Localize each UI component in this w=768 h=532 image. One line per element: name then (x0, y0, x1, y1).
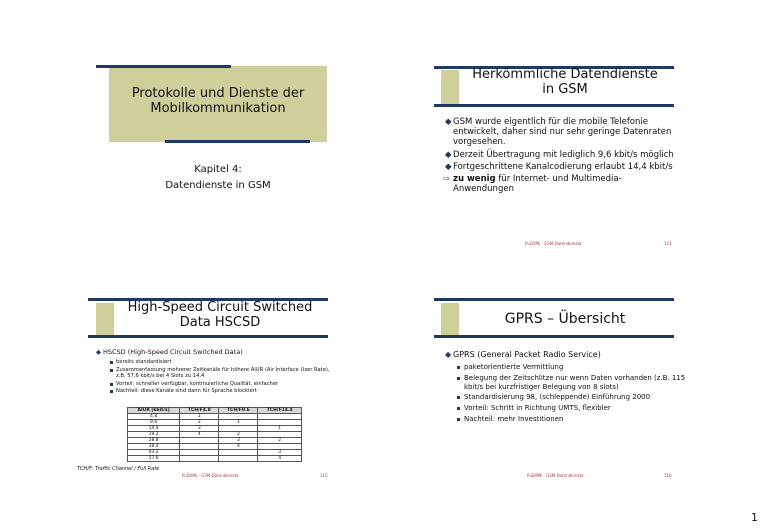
hscsd-table (127, 407, 302, 462)
square-bullet-icon (457, 377, 460, 380)
title-line-2: Mobilkommunikation (150, 100, 286, 116)
table-header: TCH/F9.6 (219, 408, 258, 414)
diamond-bullet-icon: ◆ (445, 161, 452, 172)
bullet-list (445, 350, 685, 360)
title-line-2: in GSM (542, 81, 588, 97)
bullet-list (96, 349, 336, 358)
title-line-1: Protokolle und Dienste der (131, 86, 305, 101)
table-cell: 4 (219, 444, 258, 450)
list-item: Zusammenfassung mehrerer Zeitkanäle für höhere AIUR (Air Interface User Rate), z.B. 57,6 kbit/s bei 4 Slots zu 14,4 (110, 367, 335, 380)
list-item: ◆ GSM wurde eigentlich für die mobile Telefonie entwickelt, daher sind nur sehr geringe Datenraten vorgesehen. (445, 117, 672, 148)
table-cell: 14.4 (128, 426, 180, 432)
title-line-1: High-Speed Circuit Switched (127, 300, 313, 315)
square-bullet-icon (457, 407, 460, 410)
table-cell: 19.2 (128, 432, 180, 438)
slide-2-title (465, 68, 665, 98)
slide-footer: PuDiMK - GSM-Datendienste (525, 241, 582, 246)
list-item: ◆ Fortgeschrittene Kanalcodierung erlaubt 14,4 kbit/s (445, 161, 673, 172)
title-bottom-bar (434, 104, 674, 107)
title-top-bar (434, 298, 674, 301)
subtitle-line-2: Datendienste in GSM (165, 180, 271, 191)
bullet-list (445, 117, 675, 194)
title-bottom-bar (88, 335, 328, 338)
page-number: 1 (751, 511, 758, 524)
list-item: ◆ Derzeit Übertragung mit lediglich 9,6 kbit/s möglich (445, 149, 674, 160)
list-item: paketorientierte Vermittlung (457, 363, 687, 372)
table-header: AIUR [kbit/s] (128, 408, 180, 414)
subtitle-line-1: Kapitel 4: (194, 164, 242, 175)
table-cell: 2 (219, 432, 258, 438)
square-bullet-icon (110, 369, 113, 372)
table-cell (219, 456, 258, 462)
list-item: Nachteil: diese Kanäle sind dann für Sprache blockiert (110, 388, 335, 395)
square-bullet-icon (457, 366, 460, 369)
slide-3-title (120, 301, 320, 331)
title-bottom-bar (165, 140, 310, 143)
table-header: TCH/F14.4 (258, 408, 302, 414)
list-item: Standardisierung 98, (schleppende) Einführung 2000 (457, 393, 687, 402)
title-line-2: Data HSCSD (179, 314, 261, 330)
slide-footer: PuDiMK - GSM-Datendienste (182, 473, 239, 478)
title-accent-box (441, 303, 459, 337)
table-cell: 9.6 (128, 420, 180, 426)
table-cell: 3 (180, 426, 219, 432)
slide-page-number: 115 (320, 473, 328, 478)
table-cell: 4 (258, 456, 302, 462)
title-accent-box (441, 70, 459, 104)
table-cell: 4 (180, 432, 219, 438)
slide-page-number: 116 (664, 473, 672, 478)
slide-1-title (109, 87, 327, 117)
square-bullet-icon (110, 390, 113, 393)
list-item: ◆ GPRS (General Packet Radio Service) (445, 350, 601, 359)
sub-bullet-list (110, 359, 335, 395)
list-item: Belegung der Zeitschlitze nur wenn Daten vorhanden (z.B. 115 kbit/s bei kurzfristiger Belegung von 8 slots) (457, 374, 687, 392)
list-item: Vorteil: Schritt in Richtung UMTS, flexibler (457, 404, 687, 413)
diamond-bullet-icon: ◆ (445, 117, 452, 127)
table-cell: 1 (219, 420, 258, 426)
list-item: ◆ HSCSD (High-Speed Circuit Switched Data) (96, 348, 243, 356)
table-cell: 2 (180, 420, 219, 426)
arrow-bullet-icon: ⇨ (443, 173, 451, 184)
diamond-bullet-icon: ◆ (445, 149, 452, 160)
table-cell: 4.8 (128, 414, 180, 420)
square-bullet-icon (110, 361, 113, 364)
table-cell: 57.6 (128, 456, 180, 462)
table-cell: 38.4 (128, 444, 180, 450)
title-line-1: Herkömmliche Datendienste (472, 67, 658, 82)
table-cell: 3 (219, 438, 258, 444)
table-cell: 28.8 (128, 438, 180, 444)
table-row (128, 456, 302, 462)
list-item: bereits standardisiert (110, 359, 335, 366)
square-bullet-icon (457, 396, 460, 399)
slide-4-title: GPRS – Übersicht (504, 311, 626, 327)
table-cell: 43.2 (128, 450, 180, 456)
table-cell: 1 (258, 426, 302, 432)
sub-bullet-list (457, 363, 687, 424)
list-item: Vorteil: schneller verfügbar, kontinuierliche Qualität, einfacher (110, 381, 335, 388)
table-header: TCH/F4.8 (180, 408, 219, 414)
square-bullet-icon (457, 418, 460, 421)
table-cell: 1 (180, 414, 219, 420)
table-note: TCH/F: Traffic Channel / Full Rate (77, 466, 160, 472)
list-item: Nachteil: mehr Investitionen (457, 415, 687, 424)
slide-footer: PuDiMK - GSM-Datendienste (527, 473, 584, 478)
diamond-bullet-icon: ◆ (96, 348, 101, 356)
table-cell: 3 (258, 450, 302, 456)
title-accent-box (96, 303, 114, 337)
title-top-bar (96, 65, 231, 68)
square-bullet-icon (110, 383, 113, 386)
table-cell: 2 (258, 438, 302, 444)
slide-page-number: 114 (664, 241, 672, 246)
table-cell (180, 456, 219, 462)
diamond-bullet-icon: ◆ (445, 350, 452, 359)
list-item: ⇨ zu wenig für Internet- und Multimedia-Anwendungen (443, 173, 622, 195)
title-bottom-bar (434, 335, 674, 338)
slide-1-subtitle (109, 162, 327, 194)
